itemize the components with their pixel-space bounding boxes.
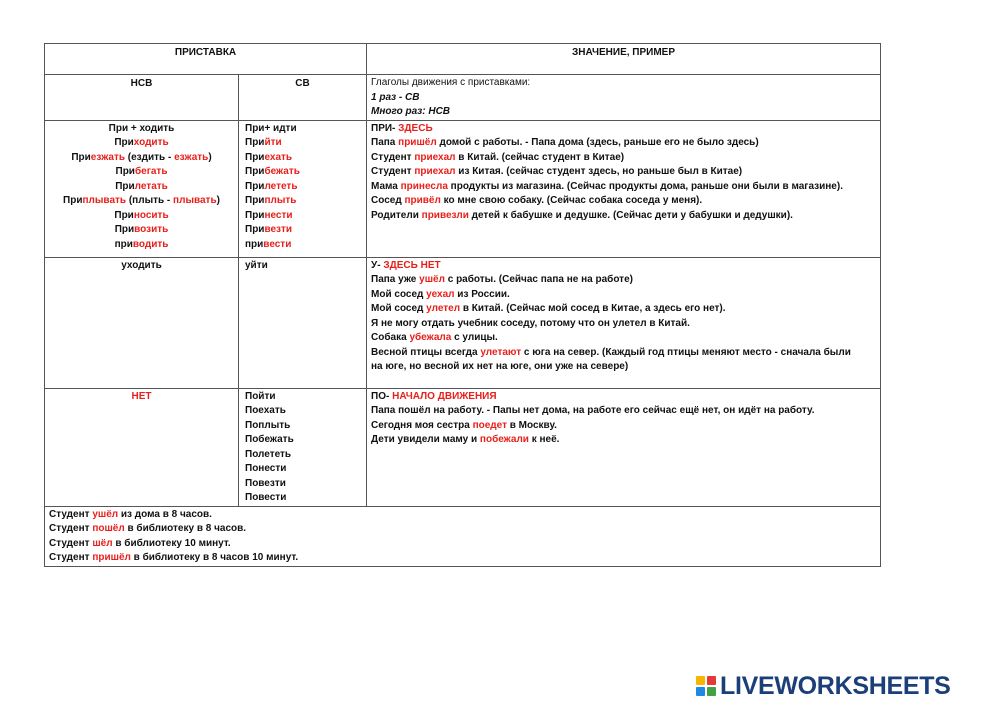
highlight-text: йти — [264, 137, 282, 148]
logo-square — [696, 676, 705, 685]
text-line — [371, 288, 880, 303]
text-line — [371, 433, 880, 448]
highlight-text: пришёл — [92, 552, 131, 563]
text-segment: уходить — [121, 259, 162, 271]
text-line — [45, 209, 238, 224]
text-line — [49, 551, 880, 566]
text-line — [245, 404, 366, 419]
text-line — [245, 448, 366, 463]
text-segment: При — [245, 224, 265, 235]
row-pri — [45, 120, 881, 257]
worksheet — [44, 43, 880, 567]
text-segment: с работы. (Сейчас папа не на работе) — [444, 274, 633, 285]
highlight-text: ехать — [264, 151, 293, 163]
text-segment: Родители — [371, 209, 422, 221]
text-line — [245, 151, 366, 166]
liveworksheets-logo — [696, 672, 951, 700]
text-line — [245, 122, 366, 137]
text-segment: Студент — [49, 523, 93, 534]
highlight-text: возить — [134, 224, 169, 235]
text-segment: Поплыть — [245, 419, 291, 431]
meaning-cell — [367, 388, 881, 506]
highlight-text: ходить — [133, 137, 169, 148]
text-segment: в Москву. — [506, 419, 557, 431]
text-line — [371, 317, 880, 332]
text-line — [245, 209, 366, 224]
text-segment: При — [114, 224, 135, 235]
highlight-text: водить — [132, 238, 169, 250]
highlight-text: НЕТ — [131, 390, 152, 402]
highlight-text: ушёл — [419, 274, 445, 285]
text-line — [245, 136, 366, 151]
highlight-text: летать — [134, 180, 168, 192]
text-line — [371, 360, 880, 375]
sv-header: СВ — [239, 75, 367, 121]
text-line — [245, 491, 366, 506]
text-segment: из дома в 8 часов. — [118, 508, 212, 520]
highlight-text: НАЧАЛО ДВИЖЕНИЯ — [392, 390, 497, 402]
text-segment: к неё. — [528, 434, 560, 445]
text-line — [371, 136, 880, 151]
highlight-text: бежать — [264, 166, 300, 177]
text-line — [371, 151, 880, 166]
sv-cell — [239, 120, 367, 257]
text-segment: Мой сосед — [371, 303, 427, 314]
highlight-text: езжать — [174, 151, 209, 163]
text-segment: ПРИ- — [371, 122, 399, 134]
text-segment: Студент — [371, 166, 415, 177]
nsv-cell — [45, 120, 239, 257]
text-line — [371, 404, 880, 419]
text-segment: При+ идти — [245, 122, 297, 134]
logo-square — [696, 687, 705, 696]
highlight-text: нести — [264, 209, 293, 221]
text-line — [245, 165, 366, 180]
meaning-cell — [367, 120, 881, 257]
text-segment: Студент — [49, 537, 93, 549]
text-segment: При — [245, 195, 265, 206]
text-line — [371, 122, 880, 137]
text-line — [371, 346, 880, 361]
logo-square — [707, 676, 716, 685]
text-segment: в Китай. (Сейчас мой сосед в Китае, а здесь его нет). — [460, 303, 726, 314]
highlight-text: ушёл — [92, 508, 119, 520]
text-segment: ПО- — [371, 390, 393, 402]
text-line — [45, 223, 238, 238]
highlight-text: плыть — [264, 195, 297, 206]
text-segment: При — [115, 166, 135, 177]
text-segment: При — [245, 209, 265, 221]
text-segment: Побежать — [245, 434, 294, 445]
text-segment: Папа уже — [371, 274, 420, 285]
text-segment: уйти — [245, 259, 268, 271]
text-segment: Студент — [371, 151, 415, 163]
text-segment: Полететь — [245, 448, 292, 460]
sv-cell — [239, 257, 367, 388]
highlight-text: езжать — [90, 151, 126, 163]
text-segment: из России. — [454, 288, 510, 300]
text-line — [45, 151, 238, 166]
text-line — [371, 259, 880, 274]
text-segment: в библиотеку в 8 часов 10 минут. — [130, 552, 299, 563]
text-segment: При — [245, 166, 265, 177]
highlight-text: побежали — [479, 434, 529, 445]
text-segment: При — [245, 137, 265, 148]
text-segment: Папа — [371, 137, 399, 148]
text-segment: (ездить - — [125, 151, 175, 163]
text-line — [371, 302, 880, 317]
text-segment: Я не могу отдать учебник соседу, потому что он улетел в Китай. — [371, 317, 690, 329]
row-u — [45, 257, 881, 388]
text-segment: Повести — [245, 492, 287, 503]
highlight-text: пошёл — [92, 523, 125, 534]
text-line — [45, 180, 238, 195]
text-line — [371, 194, 880, 209]
text-segment: при — [114, 238, 133, 250]
text-segment: детей к бабушке и дедушке. (Сейчас дети у бабушки и дедушки). — [468, 209, 793, 221]
nsv-header: НСВ — [45, 75, 239, 121]
text-segment: Весной птицы всегда — [371, 346, 481, 358]
footer-row — [45, 506, 881, 566]
meaning-header: ЗНАЧЕНИЕ, ПРИМЕР — [367, 44, 881, 75]
text-segment: Повезти — [245, 477, 286, 489]
text-segment: Понести — [245, 463, 287, 474]
nsv-cell — [45, 388, 239, 506]
highlight-text: лететь — [264, 180, 298, 192]
text-segment: из Китая. (сейчас студент здесь, но раньше был в Китае) — [455, 166, 743, 177]
highlight-text: убежала — [409, 332, 452, 343]
highlight-text: приехал — [414, 166, 456, 177]
highlight-text: носить — [133, 209, 169, 221]
text-line — [245, 223, 366, 238]
text-line — [245, 390, 366, 405]
highlight-text: привёл — [404, 195, 441, 206]
text-line — [245, 238, 366, 253]
text-segment: при — [245, 238, 264, 250]
text-segment: Собака — [371, 332, 410, 343]
text-segment: При — [245, 180, 265, 192]
text-segment: Мой сосед — [371, 288, 427, 300]
subheader-row — [45, 75, 881, 121]
text-segment: Дети увидели маму и — [371, 434, 480, 445]
note-line: Глаголы движения с приставками: — [371, 77, 531, 88]
highlight-text: плывать — [173, 195, 217, 206]
nsv-cell — [45, 257, 239, 388]
footer-examples — [45, 506, 881, 566]
text-segment: Папа пошёл на работу. - Папы нет дома, на работе его сейчас ещё нет, он идёт на работу. — [371, 405, 815, 416]
text-line — [245, 433, 366, 448]
text-segment: У- — [371, 259, 384, 271]
highlight-text: плывать — [82, 195, 127, 206]
liveworksheets-icon — [696, 676, 716, 696]
highlight-text: принесла — [400, 180, 448, 192]
text-segment: ) — [208, 151, 212, 163]
text-segment: При + ходить — [108, 122, 175, 134]
text-segment: с улицы. — [451, 332, 498, 343]
text-line — [45, 194, 238, 209]
text-segment: ) — [216, 195, 220, 206]
text-segment: При — [71, 151, 91, 163]
text-line — [245, 477, 366, 492]
text-segment: (плыть - — [126, 195, 174, 206]
motion-verbs-note — [367, 75, 881, 121]
text-segment: ко мне свою собаку. (Сейчас собака соседа у меня). — [440, 195, 703, 206]
text-line — [49, 508, 880, 523]
text-segment: на юге, но весной их нет на юге, они уже на севере) — [371, 361, 629, 372]
text-line — [45, 390, 238, 405]
text-segment: Студент — [49, 508, 93, 520]
text-line — [371, 180, 880, 195]
text-line — [245, 259, 366, 274]
text-line — [245, 194, 366, 209]
note-line: 1 раз - СВ — [371, 91, 420, 103]
highlight-text: ЗДЕСЬ НЕТ — [383, 259, 441, 271]
text-line — [245, 419, 366, 434]
text-segment: продукты из магазина. (Сейчас продукты дома, раньше они были в магазине). — [447, 180, 843, 192]
text-segment: При — [114, 137, 134, 148]
brand-name: LIVEWORKSHEETS — [720, 671, 951, 700]
highlight-text: вести — [263, 238, 292, 250]
highlight-text: улетают — [480, 346, 522, 358]
text-line — [45, 122, 238, 137]
text-line — [371, 209, 880, 224]
prefix-table — [44, 43, 881, 567]
text-line — [371, 419, 880, 434]
text-segment: с юга на север. (Каждый год птицы меняют место - сначала были — [521, 346, 851, 358]
sv-cell — [239, 388, 367, 506]
text-line — [371, 331, 880, 346]
text-line — [371, 390, 880, 405]
meaning-cell — [367, 257, 881, 388]
row-po — [45, 388, 881, 506]
text-line — [371, 165, 880, 180]
text-line — [49, 537, 880, 552]
note-line: Много раз: НСВ — [371, 106, 451, 117]
highlight-text: ЗДЕСЬ — [398, 122, 433, 134]
highlight-text: поедет — [472, 419, 507, 431]
highlight-text: шёл — [92, 537, 113, 549]
text-segment: Мама — [371, 180, 401, 192]
text-segment: При — [115, 180, 135, 192]
text-line — [245, 462, 366, 477]
text-segment: Пойти — [245, 390, 276, 402]
header-row — [45, 44, 881, 75]
prefix-header: ПРИСТАВКА — [45, 44, 367, 75]
text-segment: в библиотеку 10 минут. — [112, 537, 231, 549]
text-line — [245, 180, 366, 195]
text-segment: При — [245, 151, 265, 163]
text-segment: Сегодня моя сестра — [371, 419, 473, 431]
text-line — [49, 522, 880, 537]
highlight-text: привезли — [421, 209, 469, 221]
text-line — [371, 273, 880, 288]
text-segment: домой с работы. - Папа дома (здесь, раньше его не было здесь) — [436, 137, 759, 148]
text-segment: При — [63, 195, 83, 206]
text-line — [45, 238, 238, 253]
text-segment: в библиотеку в 8 часов. — [124, 523, 247, 534]
text-segment: Поехать — [245, 405, 286, 416]
text-segment: в Китай. (сейчас студент в Китае) — [455, 151, 625, 163]
highlight-text: пришёл — [398, 137, 437, 148]
highlight-text: улетел — [426, 303, 461, 314]
highlight-text: уехал — [426, 288, 455, 300]
text-segment: Студент — [49, 552, 93, 563]
highlight-text: приехал — [414, 151, 456, 163]
text-line — [45, 165, 238, 180]
highlight-text: везти — [264, 224, 293, 235]
text-segment: При — [114, 209, 134, 221]
logo-square — [707, 687, 716, 696]
text-line — [45, 259, 238, 274]
text-segment: Сосед — [371, 195, 405, 206]
highlight-text: бегать — [134, 166, 168, 177]
text-line — [45, 136, 238, 151]
